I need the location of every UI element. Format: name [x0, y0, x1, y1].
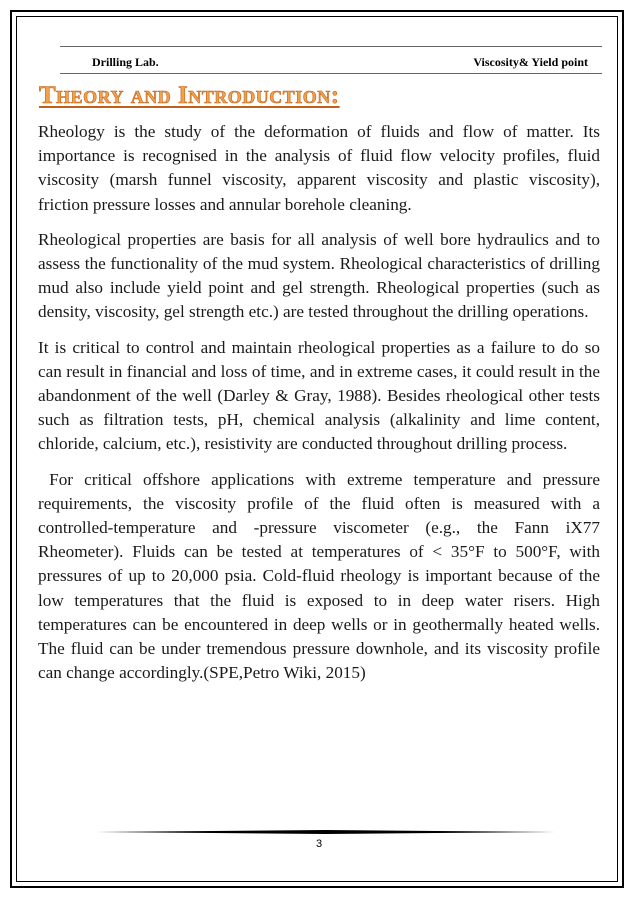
paragraph-rheological-properties: Rheological properties are basis for all analysis of well bore hydraulics and to assess the functionality of the mud system. Rheological characteristics of drilling mud also include yield point and gel strength. Rheological properties (such as density, viscosity, gel strength etc.) are tested throughout the drilling operations. [38, 229, 600, 322]
paragraph-offshore-applications: For critical offshore applications with extreme temperature and pressure requirements, the viscosity profile of the fluid often is measured with a controlled-temperature and -pressure viscometer (e.g., the Fann iX77 Rheometer). Fluids can be tested at temperatures of < 35°F to 500°F, with pressures of up to 20,000 psia. Cold-fluid rheology is important because of the low temperatures that the fluid is exposed to in deep water risers. High temperatures can be encountered in deep wells or in geothermally heated wells. The fluid can be under tremendous pressure downhole, and its viscosity profile can change accordingly.(SPE,Petro Wiki, 2015) [38, 469, 605, 683]
running-header [60, 46, 602, 74]
paragraph-control-importance: It is critical to control and maintain rheological properties as a failure to do so can result in financial and loss of time, and in extreme cases, it could result in the abandonment of the well (Darley & Gray, 1988). Besides rheological other tests such as filtration tests, pH, chemical analysis (alkalinity and lime content, chloride, calcium, etc.), resistivity are conducted throughout drilling process. [38, 337, 600, 454]
header-course-title: Drilling Lab. [92, 55, 159, 69]
paragraph-rheology-definition: Rheology is the study of the deformation of fluids and flow of matter. Its importance is recognised in the analysis of fluid flow velocity profiles, fluid viscosity (marsh funnel viscosity, apparent viscosity and plastic viscosity), friction pressure losses and annular borehole cleaning. [38, 122, 600, 214]
page-number: 3 [315, 838, 323, 850]
header-topic: Viscosity& Yield point [473, 55, 588, 69]
footer-divider [96, 830, 556, 834]
body-text [38, 120, 605, 696]
section-heading: Theory and Introduction: [39, 82, 340, 109]
